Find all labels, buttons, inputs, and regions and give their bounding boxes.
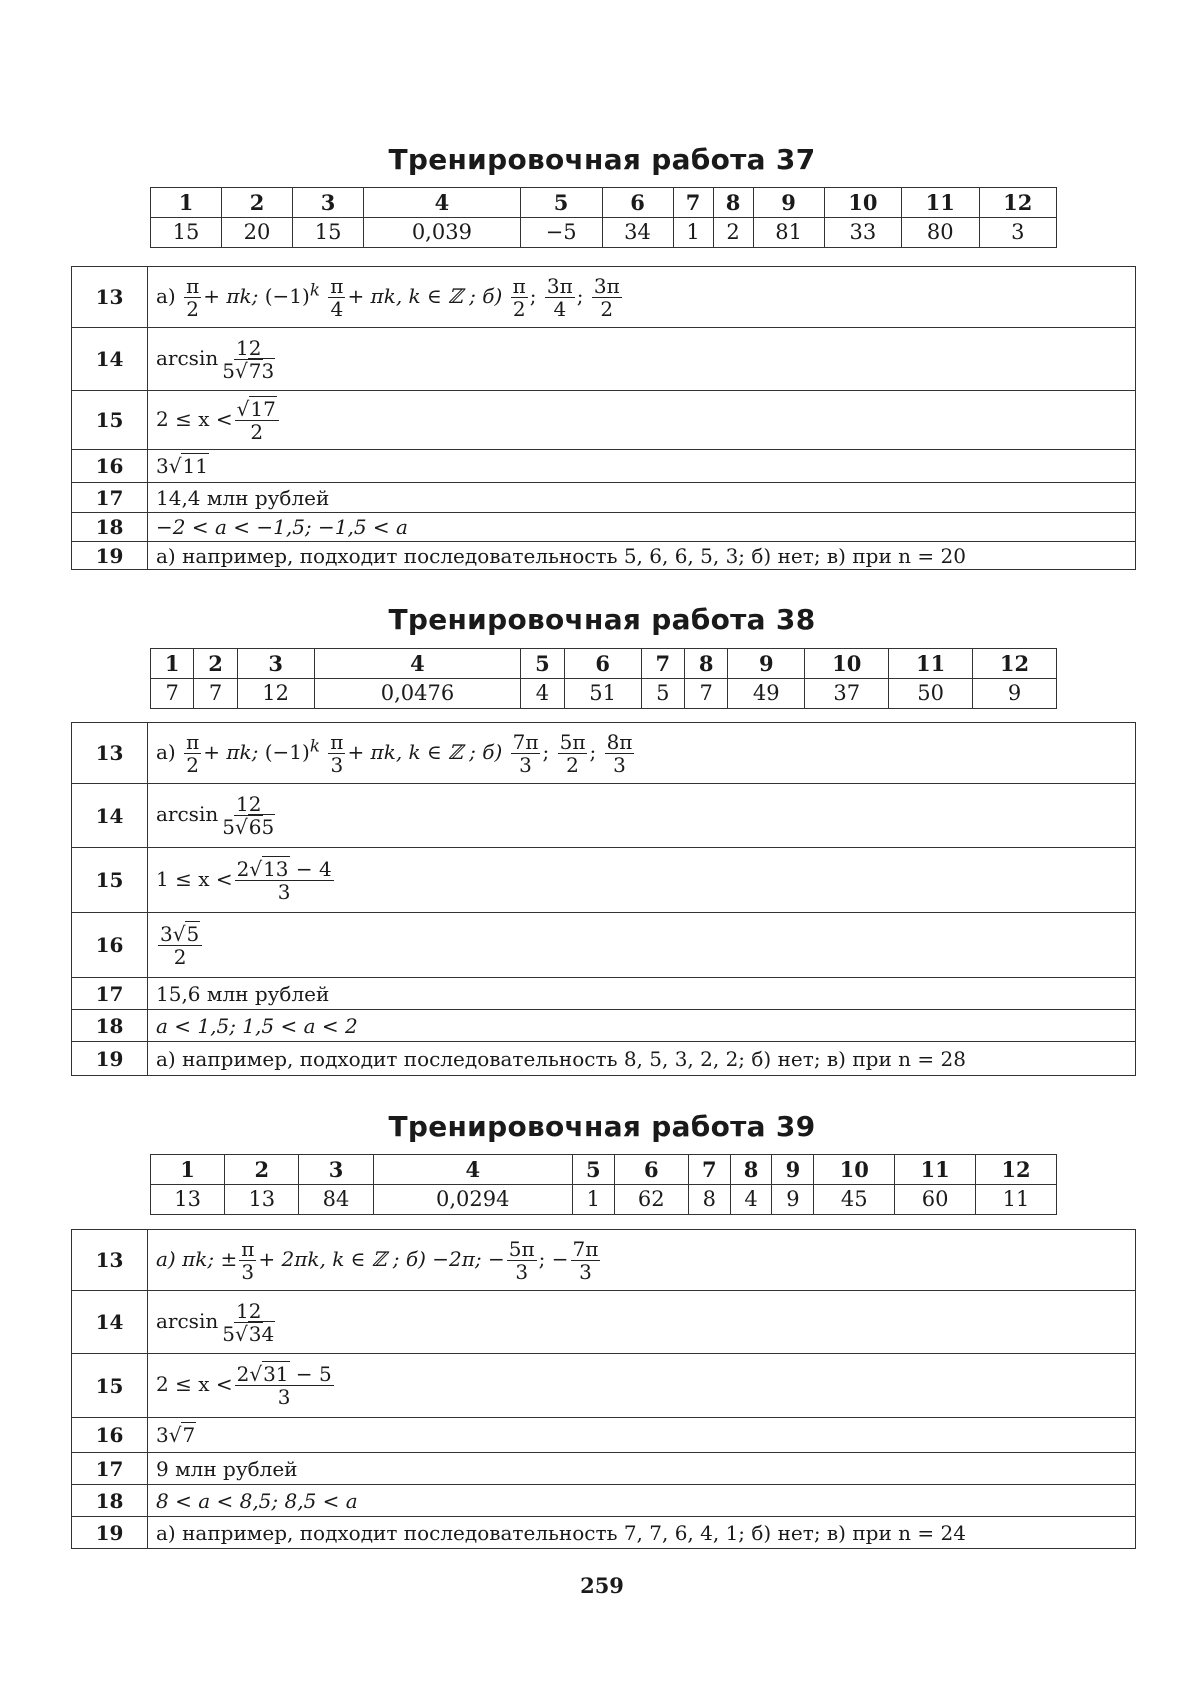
full-answers-table [71, 266, 1136, 570]
page-number: 259 [580, 1573, 624, 1598]
answer-text: a < 1,5; 1,5 < a < 2 [148, 1010, 1136, 1042]
task-number: 5 [521, 649, 564, 679]
answer-text: arcsin $\frac{12}{5√65}$ [148, 784, 1136, 848]
answer-row-19 [72, 542, 1136, 570]
task-number: 13 [72, 723, 148, 784]
answer-row-19 [72, 1042, 1136, 1076]
answer-row-17 [72, 978, 1136, 1010]
answer-cell: 60 [895, 1185, 976, 1215]
section-title: Тренировочная работа 38 [388, 603, 816, 636]
answer-row-15 [72, 1354, 1136, 1418]
task-number: 17 [72, 483, 148, 513]
task-number: 8 [730, 1155, 772, 1185]
task-number: 6 [602, 188, 673, 218]
task-number: 3 [299, 1155, 373, 1185]
answer-text: 3√7 [148, 1418, 1136, 1453]
task-number: 13 [72, 1230, 148, 1291]
task-number: 16 [72, 913, 148, 978]
answer-cell: 13 [151, 1185, 225, 1215]
answer-cell: −5 [520, 218, 602, 248]
task-number: 7 [673, 188, 713, 218]
task-number-row [151, 1155, 1057, 1185]
answer-row-13 [72, 1230, 1136, 1291]
answer-cell: 7 [194, 679, 237, 709]
short-answers-table [150, 1154, 1057, 1215]
answer-text: arcsin $\frac{12}{5√73}$ [148, 328, 1136, 391]
task-number: 8 [684, 649, 727, 679]
answer-row-16 [72, 913, 1136, 978]
answer-cell: 0,0294 [373, 1185, 572, 1215]
task-number: 14 [72, 328, 148, 391]
answer-text: 15,6 млн рублей [148, 978, 1136, 1010]
answer-row [151, 679, 1057, 709]
task-number: 11 [889, 649, 973, 679]
task-number: 5 [572, 1155, 614, 1185]
task-number: 18 [72, 513, 148, 542]
answer-cell: 0,039 [364, 218, 521, 248]
answer-cell: 9 [973, 679, 1057, 709]
task-number: 14 [72, 1291, 148, 1354]
task-number: 3 [237, 649, 314, 679]
answer-cell: 37 [805, 679, 889, 709]
answer-cell: 84 [299, 1185, 373, 1215]
answer-text: 9 млн рублей [148, 1453, 1136, 1485]
answer-cell: 0,0476 [314, 679, 521, 709]
section-title: Тренировочная работа 39 [388, 1110, 816, 1143]
task-number: 15 [72, 391, 148, 450]
task-number: 13 [72, 267, 148, 328]
task-number: 9 [728, 649, 805, 679]
answer-row-14 [72, 1291, 1136, 1354]
task-number: 12 [976, 1155, 1057, 1185]
answer-text: 8 < a < 8,5; 8,5 < a [148, 1485, 1136, 1517]
task-number: 11 [895, 1155, 976, 1185]
answer-row [151, 218, 1057, 248]
answer-text: а) πk; ± $\frac{\pi}{3}$ + 2πk, k ∈ ℤ ; б) −2π; − $\frac{5\pi}{3}$ ; − $\frac{7\pi}{3}$ [148, 1230, 1136, 1291]
answer-cell: 34 [602, 218, 673, 248]
answer-cell: 11 [976, 1185, 1057, 1215]
answer-cell: 80 [902, 218, 979, 248]
answer-text: а) $\frac{\pi}{2}$ + πk; $(-1)^k$ $\frac{\pi}{3}$ + πk, k ∈ ℤ ; б) $\frac{7\pi}{3}$ ; $\frac{5\pi}{2}$ ; $\frac{8\pi}{3}$ [148, 723, 1136, 784]
task-number: 6 [564, 649, 641, 679]
answer-row-18 [72, 1010, 1136, 1042]
task-number: 19 [72, 1517, 148, 1549]
short-answers-table [150, 187, 1057, 248]
section-title: Тренировочная работа 37 [388, 143, 816, 176]
task-number: 1 [151, 1155, 225, 1185]
task-number-row [151, 188, 1057, 218]
task-number: 7 [641, 649, 684, 679]
answer-text: 14,4 млн рублей [148, 483, 1136, 513]
task-number: 10 [814, 1155, 895, 1185]
task-number: 7 [688, 1155, 730, 1185]
answer-row-17 [72, 1453, 1136, 1485]
task-number: 4 [364, 188, 521, 218]
answer-cell: 4 [730, 1185, 772, 1215]
answer-text: 1 ≤ x < $\frac{2√13 - 4}{3}$ [148, 848, 1136, 913]
answer-cell: 33 [824, 218, 901, 248]
answer-cell: 62 [614, 1185, 688, 1215]
task-number: 9 [772, 1155, 814, 1185]
task-number: 19 [72, 542, 148, 570]
task-number: 5 [520, 188, 602, 218]
task-number: 3 [293, 188, 364, 218]
task-number: 12 [979, 188, 1057, 218]
answer-row [151, 1185, 1057, 1215]
answer-row-17 [72, 483, 1136, 513]
task-number: 10 [805, 649, 889, 679]
answer-text: а) например, подходит последовательность 8, 5, 3, 2, 2; б) нет; в) при n = 28 [148, 1042, 1136, 1076]
task-number: 15 [72, 1354, 148, 1418]
short-answers-table [150, 648, 1057, 709]
task-number: 2 [225, 1155, 299, 1185]
answer-cell: 4 [521, 679, 564, 709]
answer-cell: 1 [673, 218, 713, 248]
answer-text: а) $\frac{\pi}{2}$ + πk; $(-1)^k$ $\frac{\pi}{4}$ + πk, k ∈ ℤ ; б) $\frac{\pi}{2}$ ; $\frac{3\pi}{4}$ ; $\frac{3\pi}{2}$ [148, 267, 1136, 328]
task-number: 12 [973, 649, 1057, 679]
answer-cell: 20 [222, 218, 293, 248]
answer-text: а) например, подходит последовательность 5, 6, 6, 5, 3; б) нет; в) при n = 20 [148, 542, 1136, 570]
answer-row-13 [72, 723, 1136, 784]
answer-cell: 15 [293, 218, 364, 248]
answer-row-13 [72, 267, 1136, 328]
task-number: 4 [314, 649, 521, 679]
task-number: 17 [72, 978, 148, 1010]
answer-text: $\frac{3√5}{2}$ [148, 913, 1136, 978]
full-answers-table [71, 1229, 1136, 1549]
answer-row-15 [72, 391, 1136, 450]
answer-cell: 7 [151, 679, 194, 709]
answer-cell: 13 [225, 1185, 299, 1215]
answer-cell: 12 [237, 679, 314, 709]
answer-text: −2 < a < −1,5; −1,5 < a [148, 513, 1136, 542]
task-number: 18 [72, 1010, 148, 1042]
answer-cell: 49 [728, 679, 805, 709]
answer-row-19 [72, 1517, 1136, 1549]
answer-text: 3√11 [148, 450, 1136, 483]
task-number: 10 [824, 188, 901, 218]
task-number: 9 [753, 188, 824, 218]
answer-row-18 [72, 513, 1136, 542]
answer-row-18 [72, 1485, 1136, 1517]
task-number: 16 [72, 1418, 148, 1453]
task-number: 11 [902, 188, 979, 218]
answer-cell: 1 [572, 1185, 614, 1215]
full-answers-table [71, 722, 1136, 1076]
task-number: 2 [222, 188, 293, 218]
answer-row-15 [72, 848, 1136, 913]
answer-cell: 8 [688, 1185, 730, 1215]
task-number: 15 [72, 848, 148, 913]
answer-cell: 3 [979, 218, 1057, 248]
answer-text: а) например, подходит последовательность 7, 7, 6, 4, 1; б) нет; в) при n = 24 [148, 1517, 1136, 1549]
answer-text: 2 ≤ x < $\frac{√17}{2}$ [148, 391, 1136, 450]
task-number: 1 [151, 649, 194, 679]
task-number: 6 [614, 1155, 688, 1185]
task-number: 17 [72, 1453, 148, 1485]
task-number: 14 [72, 784, 148, 848]
task-number: 16 [72, 450, 148, 483]
answer-cell: 45 [814, 1185, 895, 1215]
answer-cell: 9 [772, 1185, 814, 1215]
task-number: 19 [72, 1042, 148, 1076]
answer-cell: 51 [564, 679, 641, 709]
answer-row-14 [72, 328, 1136, 391]
answer-cell: 2 [713, 218, 753, 248]
answer-cell: 81 [753, 218, 824, 248]
answer-text: arcsin $\frac{12}{5√34}$ [148, 1291, 1136, 1354]
answer-row-16 [72, 1418, 1136, 1453]
task-number: 18 [72, 1485, 148, 1517]
answer-cell: 50 [889, 679, 973, 709]
answer-cell: 15 [151, 218, 222, 248]
answer-cell: 5 [641, 679, 684, 709]
answer-row-16 [72, 450, 1136, 483]
task-number: 2 [194, 649, 237, 679]
answer-cell: 7 [684, 679, 727, 709]
task-number: 8 [713, 188, 753, 218]
answer-row-14 [72, 784, 1136, 848]
answer-text: 2 ≤ x < $\frac{2√31 - 5}{3}$ [148, 1354, 1136, 1418]
task-number: 4 [373, 1155, 572, 1185]
task-number: 1 [151, 188, 222, 218]
task-number-row [151, 649, 1057, 679]
